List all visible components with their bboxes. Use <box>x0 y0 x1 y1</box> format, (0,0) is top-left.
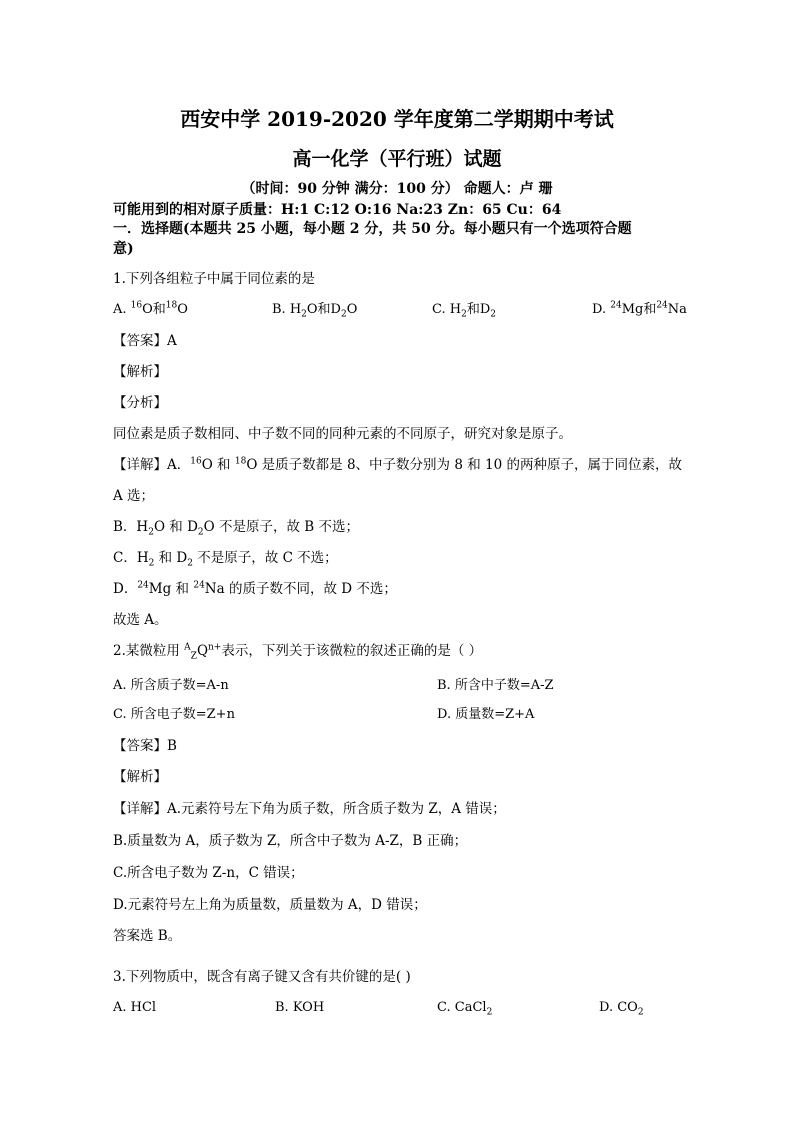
q1-stem: 1.下列各组粒子中属于同位素的是 <box>113 271 315 287</box>
q1-option-c: C. $H_2$和$D_2$ <box>432 302 496 320</box>
q2-option-c: C. 所含电子数=Z+n <box>113 707 235 722</box>
q2-option-d: D. 质量数=Z+A <box>437 707 535 722</box>
q2-stem: 2.某微粒用 $^A_ZQ^{n+}$表示，下列关于该微粒的叙述正确的是（ ） <box>113 642 483 662</box>
q1-option-b: B. $H_2O$和$D_2O$ <box>272 302 358 320</box>
q3-option-d: D. $CO_2$ <box>599 1000 644 1018</box>
exam-title: 西安中学 2019-2020 学年度第二学期期中考试 <box>180 107 614 131</box>
q1-detail-c: C．$H_2$ 和 $D_2$ 不是原子，故 C 不选； <box>113 550 338 569</box>
q2-option-b: B. 所含中子数=A-Z <box>437 678 554 693</box>
q1-detail-a-cont: A 选； <box>113 488 155 504</box>
q3-option-b: B. KOH <box>275 1000 325 1015</box>
q2-option-a: A. 所含质子数=A-n <box>113 678 229 693</box>
q1-fenxi-label: 【分析】 <box>113 395 167 411</box>
section-heading-line2: 意) <box>113 241 134 257</box>
q1-detail-d: D．$^{24}$Mg 和 $^{24}$Na 的质子数不同，故 D 不选； <box>113 580 397 597</box>
q2-detail-2: B.质量数为 A，质子数为 Z，所含中子数为 A-Z，B 正确； <box>113 833 468 849</box>
q1-analysis-label: 【解析】 <box>113 364 167 380</box>
q2-analysis-label: 【解析】 <box>113 769 167 785</box>
q1-answer: 【答案】A <box>113 333 177 349</box>
q3-option-d-text: D. CO <box>599 1000 638 1015</box>
q3-option-a: A. HCl <box>113 1000 157 1015</box>
atomic-mass-line: 可能用到的相对原子质量：H:1 C:12 O:16 Na:23 Zn：65 Cu：64 <box>113 202 562 218</box>
q1-option-a: A. $^{16}$O和$^{18}$O <box>113 300 188 317</box>
q1-option-d: D. $^{24}$Mg和$^{24}$Na <box>592 300 687 317</box>
q2-stem-pre: 2.某微粒用 <box>113 643 185 659</box>
q3-stem: 3.下列物质中，既含有离子键又含有共价键的是( ) <box>113 969 411 985</box>
q2-conclusion: 答案选 B。 <box>113 928 182 944</box>
exam-subtitle: 高一化学（平行班）试题 <box>292 148 502 170</box>
exam-info: （时间：90 分钟 满分：100 分） 命题人：卢 珊 <box>241 181 553 197</box>
q2-stem-post: 表示，下列关于该微粒的叙述正确的是（ ） <box>221 643 483 659</box>
section-heading-line1: 一．选择题(本题共 25 小题，每小题 2 分，共 50 分。每小题只有一个选项符合题 <box>113 221 632 237</box>
q2-answer: 【答案】B <box>113 738 177 754</box>
q1-conclusion: 故选 A。 <box>113 612 168 628</box>
q2-detail-1: 【详解】A.元素符号左下角为质子数，所含质子数为 Z，A 错误； <box>113 801 506 817</box>
q3-option-c-text: C. CaCl <box>437 1000 487 1015</box>
q2-detail-3: C.所含电子数为 Z-n，C 错误； <box>113 865 304 881</box>
q3-option-c: C. CaCl$_2$ <box>437 1000 493 1018</box>
q2-detail-4: D.元素符号左上角为质量数，质量数为 A，D 错误； <box>113 897 427 913</box>
q1-detail-b: B．$H_2O$ 和 $D_2O$ 不是原子，故 B 不选； <box>113 519 360 538</box>
q1-fenxi-text: 同位素是质子数相同、中子数不同的同种元素的不同原子，研究对象是原子。 <box>113 426 572 442</box>
q1-detail-a: 【详解】A．$^{16}$O 和 $^{18}$O 是质子数都是 8、中子数分别为 8 和 10 的两种原子，属于同位素，故 <box>113 456 682 473</box>
